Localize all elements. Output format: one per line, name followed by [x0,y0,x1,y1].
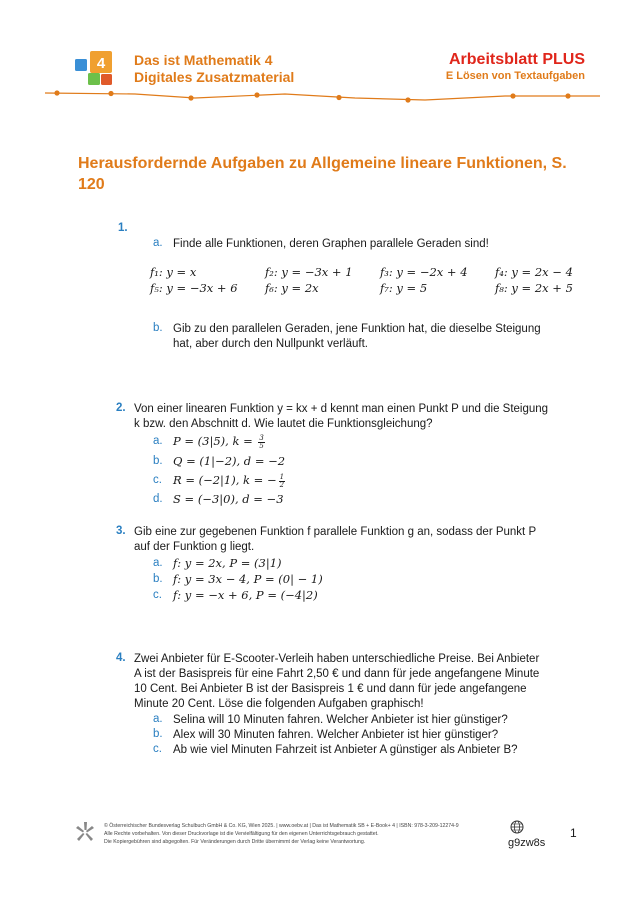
function-item: f₅: y = −3x + 6 [150,281,238,295]
task2-number: 2. [116,402,126,414]
function-item: f₇: y = 5 [380,281,428,295]
logo [72,47,128,89]
fraction: $\frac{3}{5}$ [259,433,264,450]
task4-a-text: Selina will 10 Minuten fahren. Welcher Anbieter ist hier günstiger? [173,714,508,726]
task3-number: 3. [116,525,126,537]
task1-b-text: Gib zu den parallelen Geraden, jene Funktion hat, die dieselbe Steigung hat, aber durch den Nullpunkt verläuft. [173,323,541,350]
task2-d-text: S = (−3|0), d = −3 [173,492,284,506]
function-list [150,265,590,295]
task3-c-text: f: y = −x + 6, P = (−4|2) [173,588,318,602]
page-title: Herausfordernde Aufgaben zu Allgemeine lineare Funktionen, S. 120 [78,155,567,193]
task1-a-label: a. [153,237,163,249]
function-item: f₂: y = −3x + 1 [265,265,353,279]
logo-badge: 4 [96,55,106,72]
function-item: f₁: y = x [150,265,197,279]
task3-a-label: a. [153,557,163,569]
task4-c-label: c. [153,743,162,755]
task4-text: Zwei Anbieter für E-Scooter-Verleih haben unterschiedliche Preise. Bei Anbieter A ist der Basispreis für eine Fahrt 2,50 € und dann für jede angefangene Minute 10 Cent. Bei Anbieter B ist der Basispreis 1 € und dann für jede angefangene Minute 20 Cent. Löse die folgenden Aufgaben graphisch! [134,653,540,710]
publisher-logo-icon [74,820,96,844]
function-item: f₆: y = 2x [265,281,319,295]
online-code[interactable]: g9zw8s [508,837,546,849]
header-title: Das ist Mathematik 4 Digitales Zusatzmaterial [134,52,295,85]
task3-text: Gib eine zur gegebenen Funktion f parallele Funktion g an, sodass der Punkt P auf der Funktion g liegt. [134,526,537,553]
task3-c-label: c. [153,589,162,601]
task4-c-text: Ab wie viel Minuten Fahrzeit ist Anbieter A günstiger als Anbieter B? [173,744,518,756]
task4-a-label: a. [153,713,163,725]
task1-number: 1. [118,222,128,234]
task1-b-label: b. [153,322,163,334]
task2-a-label: a. [153,435,163,447]
globe-icon[interactable] [510,820,524,834]
function-item: f₃: y = −2x + 4 [380,265,468,279]
header-divider [45,86,600,106]
task2-c-text: R = (−2|1), k = − $\frac{1}{2}$ [173,472,285,489]
function-item: f₈: y = 2x + 5 [495,281,573,295]
task3-b-text: f: y = 3x − 4, P = (0| − 1) [173,572,323,586]
task2-c-label: c. [153,474,162,486]
header-sheet-info [446,50,585,83]
task2-d-label: d. [153,493,163,505]
task2-text: Von einer linearen Funktion y = kx + d kennt man einen Punkt P und die Steigung k bzw. den Abschnitt d. Wie lautet die Funktionsgleichung? [134,403,549,430]
sheet-topic: E Lösen von Textaufgaben [445,70,585,82]
sheet-type: Arbeitsblatt PLUS [448,51,585,68]
function-item: f₄: y = 2x − 4 [495,265,573,279]
task2-b-label: b. [153,455,163,467]
task2-a-text: P = (3|5), k = $\frac{3}{5}$ [173,433,264,450]
task4-number: 4. [116,652,126,664]
task3-a-text: f: y = 2x, P = (3|1) [173,556,282,570]
task4-b-label: b. [153,728,163,740]
copyright-text: © Österreichischer Bundesverlag Schulbuch GmbH & Co. KG, Wien 2025. | www.oebv.at | Das ist Mathematik SB + E-Book+ 4 | ISBN: 978-3-209-12274-9 Alle Rechte vorbehalten. Von dieser Druckvorlage ist die Vervielfältigung für den eigenen Unterrichtsgebrauch gestattet. Die Kopiergebühren sind abgegolten. Für Veränderungen durch Dritte übernimmt der Verlag keine Verantwortung. [104,823,459,845]
page-number: 1 [570,826,577,840]
task2-b-text: Q = (1|−2), d = −2 [173,454,286,468]
task4-b-text: Alex will 30 Minuten fahren. Welcher Anbieter ist hier günstiger? [173,729,499,741]
fraction: $\frac{1}{2}$ [279,472,285,489]
task1-a-text: Finde alle Funktionen, deren Graphen parallele Geraden sind! [173,238,489,250]
task3-b-label: b. [153,573,163,585]
